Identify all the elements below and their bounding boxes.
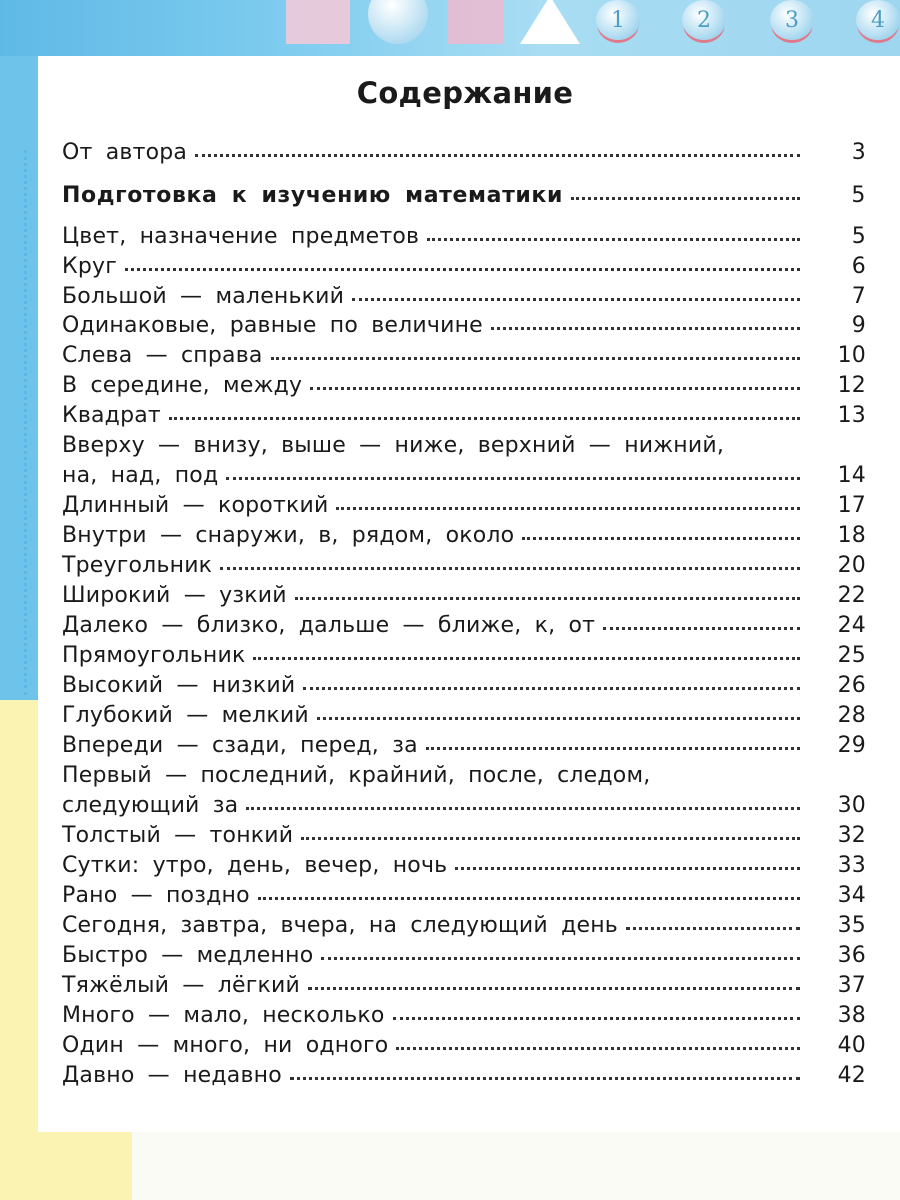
triangle-decor <box>520 0 580 44</box>
toc-entry[interactable] <box>62 373 866 403</box>
toc-entry[interactable] <box>62 493 866 523</box>
toc-entry[interactable] <box>62 463 866 493</box>
leader-dots <box>253 657 800 660</box>
leader-dots <box>246 807 800 810</box>
leader-dots <box>626 927 800 930</box>
number-ball-2: 2 <box>682 0 726 40</box>
toc-entry[interactable] <box>62 1003 866 1033</box>
leader-dots <box>195 154 800 157</box>
toc-entry-label: Один — много, ни одного <box>62 1033 389 1058</box>
leader-dots <box>571 197 800 200</box>
toc-entry-label: Длинный — короткий <box>62 493 329 518</box>
toc-entry[interactable] <box>62 284 866 314</box>
toc-entry-page: 40 <box>837 1033 866 1058</box>
pink-square-decor <box>286 0 350 44</box>
toc-entry[interactable] <box>62 1033 866 1063</box>
toc-entry[interactable] <box>62 224 866 254</box>
toc-entry-label: Прямоугольник <box>62 643 246 668</box>
leader-dots <box>522 537 800 540</box>
leader-dots <box>336 507 800 510</box>
leader-dots <box>125 268 800 271</box>
leader-dots <box>220 567 800 570</box>
leader-dots <box>308 987 800 990</box>
toc-entry-page: 5 <box>851 224 866 249</box>
toc-entry[interactable] <box>62 913 866 943</box>
toc-entry-label: Далеко — близко, дальше — ближе, к, от <box>62 613 596 638</box>
toc-entry-page: 6 <box>851 254 866 279</box>
toc-entry[interactable] <box>62 853 866 883</box>
toc-entry-label: Давно — недавно <box>62 1063 282 1088</box>
toc-entry[interactable] <box>62 943 866 973</box>
toc-entry-label: следующий за <box>62 793 239 818</box>
toc-entry-label: Круг <box>62 254 117 279</box>
toc-entry-page: 30 <box>837 793 866 818</box>
number-ball-1: 1 <box>596 0 640 40</box>
leader-dots <box>310 387 800 390</box>
toc-entry[interactable] <box>62 254 866 284</box>
toc-entry[interactable] <box>62 523 866 553</box>
toc-entry[interactable] <box>62 613 866 643</box>
leader-dots <box>393 1017 800 1020</box>
leader-dots <box>491 327 800 330</box>
leader-dots <box>427 238 800 241</box>
leader-dots <box>169 417 800 420</box>
toc-entry[interactable] <box>62 403 866 433</box>
leader-dots <box>455 867 800 870</box>
toc-entry[interactable] <box>62 583 866 613</box>
toc-entry-label: Внутри — снаружи, в, рядом, около <box>62 523 515 548</box>
toc-entry-label: Слева — справа <box>62 343 263 368</box>
toc-entry[interactable] <box>62 343 866 373</box>
toc-entry-label: Большой — маленький <box>62 284 345 309</box>
toc-entry-label: Одинаковые, равные по величине <box>62 313 483 338</box>
leader-dots <box>321 957 800 960</box>
toc-entry-label: Подготовка к изучению математики <box>62 183 563 208</box>
leader-dots <box>303 687 800 690</box>
toc-entry-page: 20 <box>837 553 866 578</box>
toc-entry-label: на, над, под <box>62 463 219 488</box>
toc-entry[interactable] <box>62 1063 866 1093</box>
toc-entry-page: 18 <box>837 523 866 548</box>
toc-entry[interactable] <box>62 313 866 343</box>
toc-entry-page: 36 <box>837 943 866 968</box>
page-title: Содержание <box>356 76 574 110</box>
toc-entry-page: 13 <box>837 403 866 428</box>
toc-entry-label: Первый — последний, крайний, после, следом, <box>62 763 651 788</box>
leader-dots <box>258 897 800 900</box>
toc-entry[interactable] <box>62 793 866 823</box>
number-ball-4: 4 <box>856 0 900 40</box>
leader-dots <box>352 298 800 301</box>
toc-entry-page: 25 <box>837 643 866 668</box>
toc-entry[interactable] <box>62 673 866 703</box>
toc-entry-page: 38 <box>837 1003 866 1028</box>
leader-dots <box>295 597 800 600</box>
toc-entry[interactable] <box>62 733 866 763</box>
leader-dots <box>426 747 800 750</box>
leader-dots <box>396 1047 800 1050</box>
toc-entry[interactable] <box>62 553 866 583</box>
toc-entry-page: 9 <box>851 313 866 338</box>
toc-entry-label: Сегодня, завтра, вчера, на следующий день <box>62 913 618 938</box>
leader-dots <box>290 1077 800 1080</box>
toc-entry[interactable] <box>62 140 866 170</box>
toc-entry-label: Цвет, назначение предметов <box>62 224 420 249</box>
toc-entry-page: 34 <box>837 883 866 908</box>
toc-entry-page: 12 <box>837 373 866 398</box>
toc-entry-page: 17 <box>837 493 866 518</box>
toc-entry-page: 37 <box>837 973 866 998</box>
toc-entry[interactable] <box>62 973 866 1003</box>
toc-entry-page: 33 <box>837 853 866 878</box>
toc-entry-page: 22 <box>837 583 866 608</box>
toc-entry-page: 10 <box>837 343 866 368</box>
toc-entry-label: Сутки: утро, день, вечер, ночь <box>62 853 448 878</box>
toc-entry-label: Тяжёлый — лёгкий <box>62 973 300 998</box>
toc-entry-page: 29 <box>837 733 866 758</box>
toc-entry-label: Быстро — медленно <box>62 943 314 968</box>
toc-entry-label: Широкий — узкий <box>62 583 287 608</box>
toc-entry-label: Вверху — внизу, выше — ниже, верхний — нижний, <box>62 433 725 458</box>
toc-entry-page: 28 <box>837 703 866 728</box>
toc-entry[interactable] <box>62 823 866 853</box>
leader-dots <box>271 357 800 360</box>
toc-entry-label: Рано — поздно <box>62 883 250 908</box>
toc-entry[interactable] <box>62 643 866 673</box>
toc-entry[interactable] <box>62 883 866 913</box>
toc-entry-label: Впереди — сзади, перед, за <box>62 733 418 758</box>
toc-entry-page: 35 <box>837 913 866 938</box>
toc-entry-label: Много — мало, несколько <box>62 1003 385 1028</box>
toc-entry-page: 3 <box>851 140 866 165</box>
toc-entry-page: 5 <box>851 183 866 208</box>
toc-section-heading[interactable] <box>62 183 866 213</box>
toc-entry-wrapped[interactable] <box>62 433 866 463</box>
leader-dots <box>603 627 800 630</box>
toc-entry-label: В середине, между <box>62 373 303 398</box>
pink-block-decor <box>448 0 504 44</box>
toc-entry-label: Квадрат <box>62 403 161 428</box>
toc-entry-page: 24 <box>837 613 866 638</box>
toc-entry[interactable] <box>62 703 866 733</box>
toc-entry-page: 26 <box>837 673 866 698</box>
toc-entry-page: 7 <box>851 284 866 309</box>
toc-entry-label: От автора <box>62 140 188 165</box>
toc-entry-label: Треугольник <box>62 553 213 578</box>
leader-dots <box>301 837 800 840</box>
toc-entry-label: Толстый — тонкий <box>62 823 294 848</box>
toc-entry-page: 32 <box>837 823 866 848</box>
toc-entry-label: Высокий — низкий <box>62 673 296 698</box>
toc-entry-label: Глубокий — мелкий <box>62 703 309 728</box>
toc-entry-page: 14 <box>837 463 866 488</box>
leader-dots <box>317 717 800 720</box>
dotted-margin-rail <box>24 150 27 695</box>
number-ball-3: 3 <box>770 0 814 40</box>
toc-entry-page: 42 <box>837 1063 866 1088</box>
toc-entry-wrapped[interactable] <box>62 763 866 793</box>
leader-dots <box>226 477 800 480</box>
